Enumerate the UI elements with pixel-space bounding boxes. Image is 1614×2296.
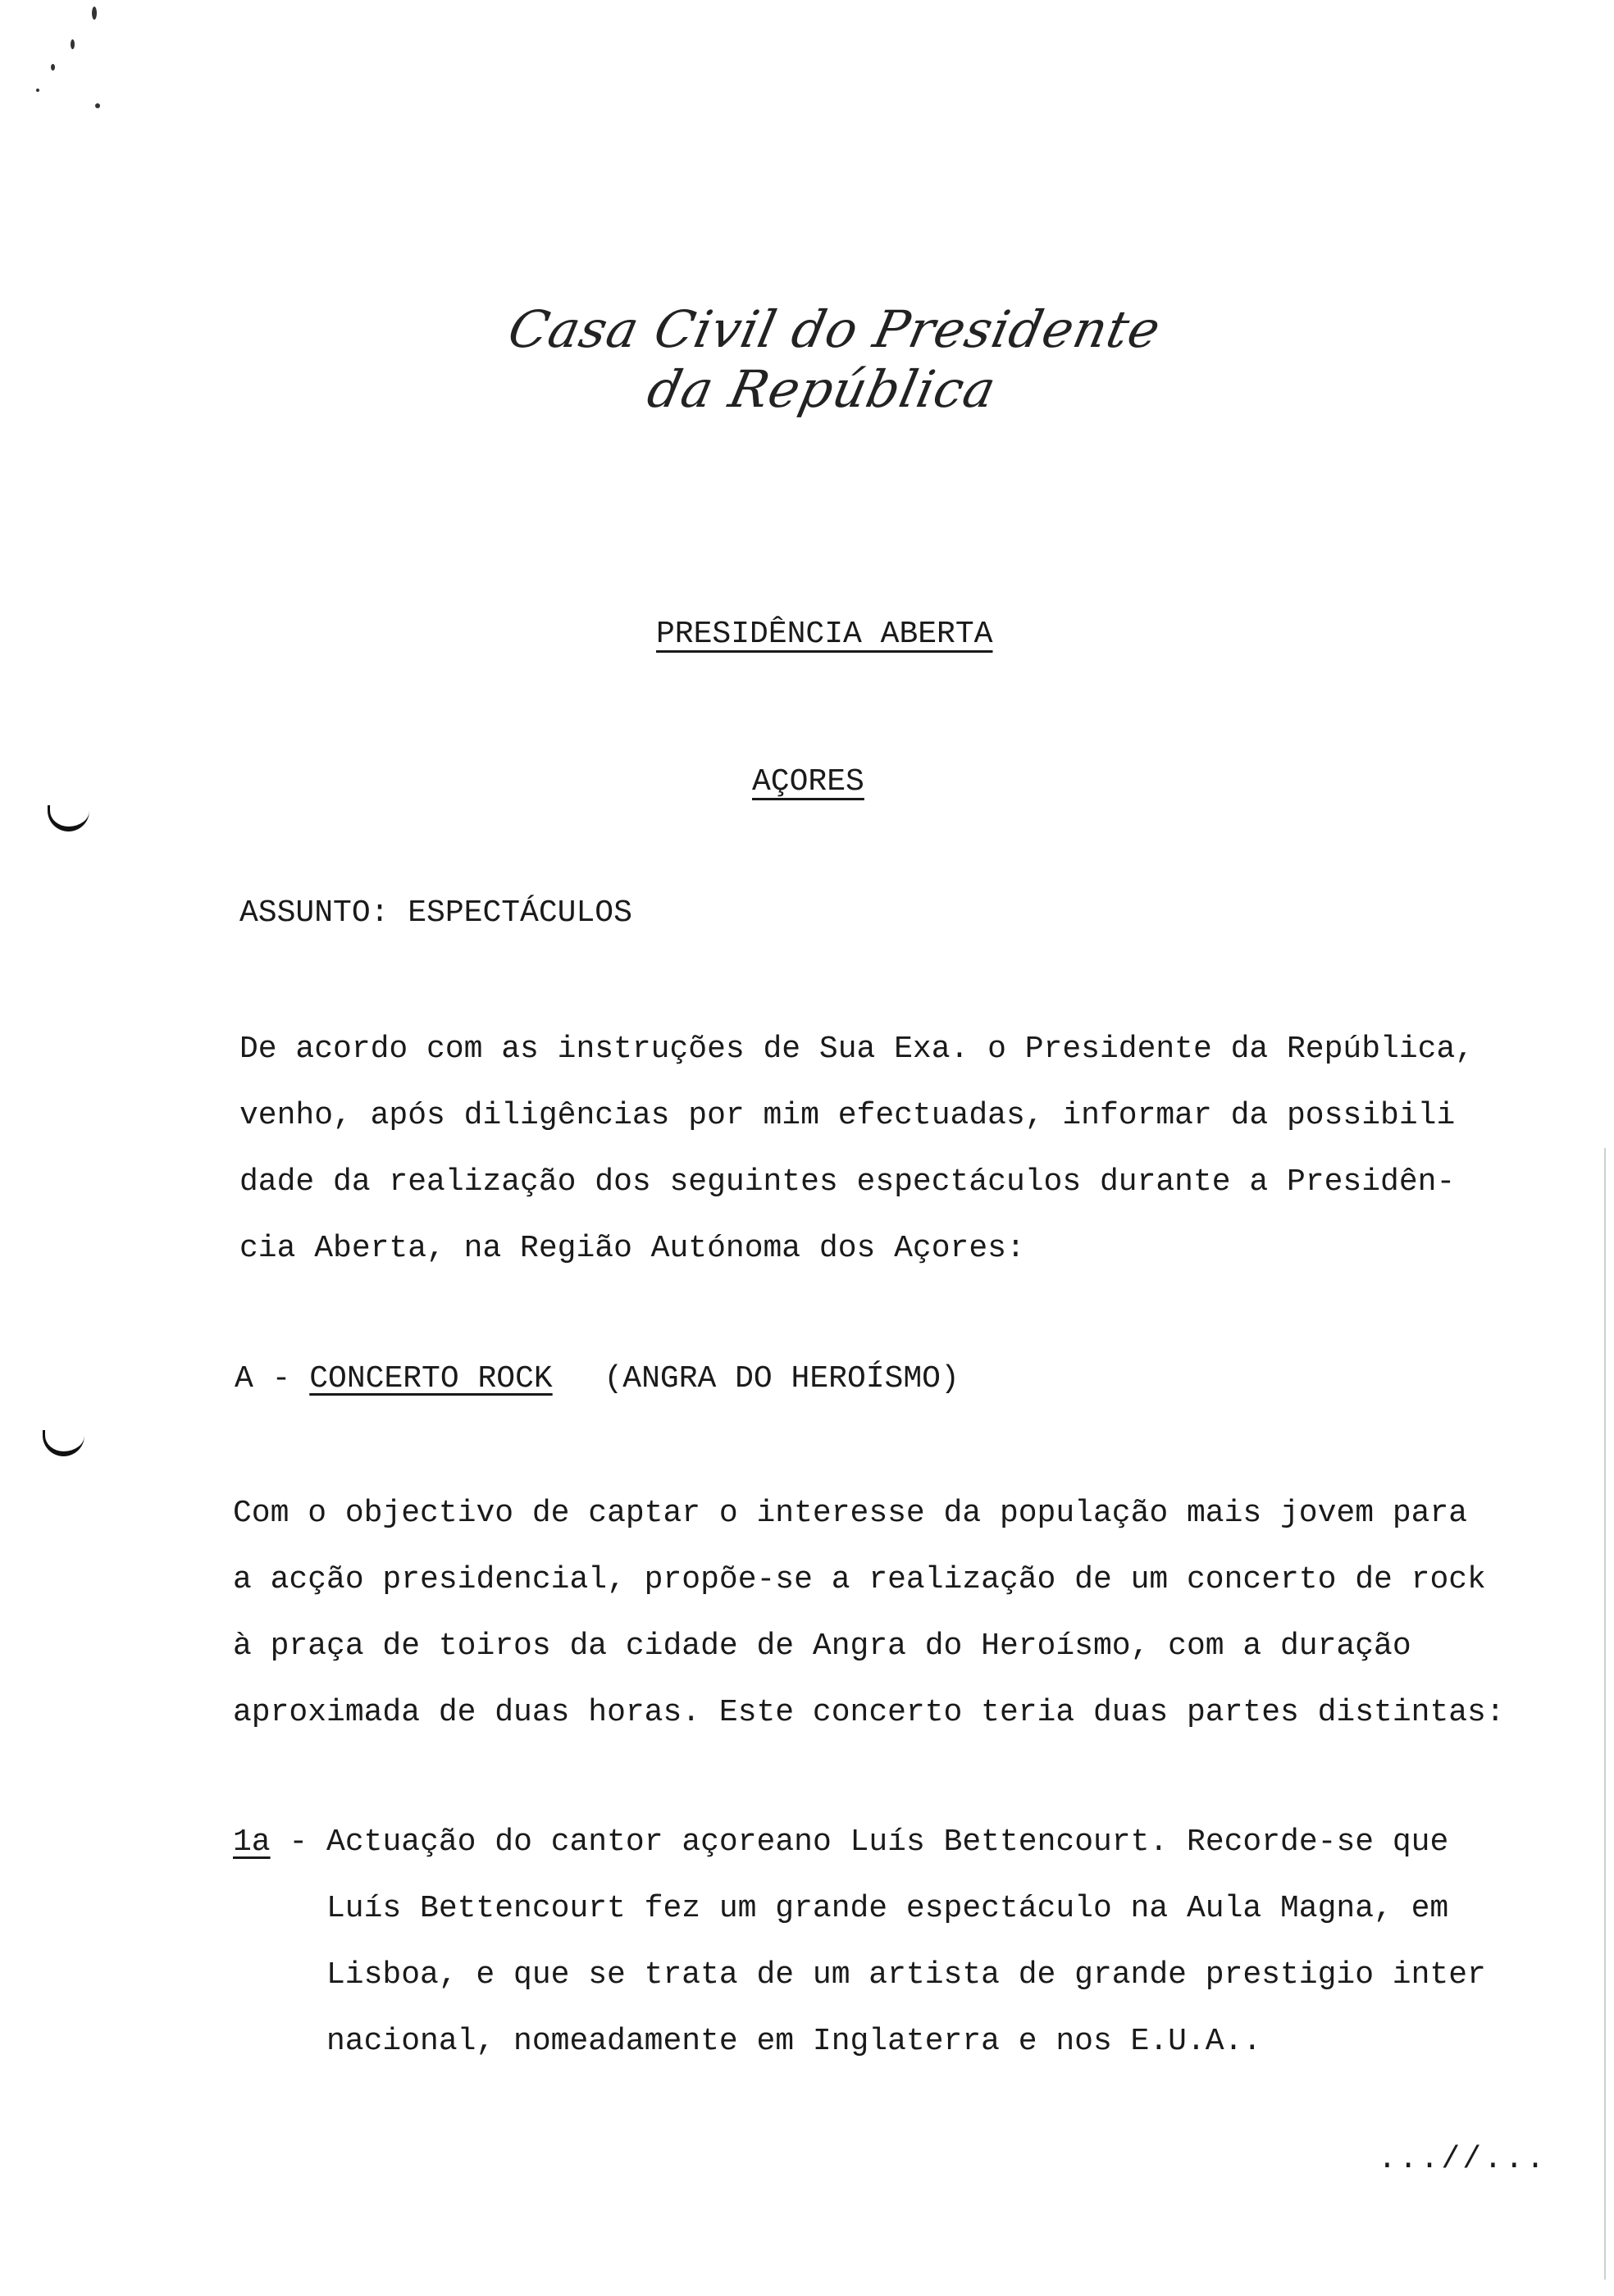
scan-speck	[92, 7, 97, 20]
item-1-text: Actuação do cantor açoreano Luís Bettencourt. Recorde-se que	[326, 1824, 1449, 1860]
section-a-location: (ANGRA DO HEROÍSMO)	[604, 1361, 960, 1396]
intro-line: cia Aberta, na Região Autónoma dos Açores:	[239, 1231, 1025, 1266]
item-1-line: Luís Bettencourt fez um grande espectáculo na Aula Magna, em	[326, 1891, 1449, 1926]
item-1-first-line	[233, 1809, 1448, 1875]
scan-speck	[51, 64, 55, 71]
document-subtitle: AÇORES	[752, 764, 864, 800]
continuation-mark: ...//...	[1378, 2142, 1548, 2177]
punch-hole-mark-bottom	[43, 1430, 84, 1456]
scan-edge-line	[1604, 1148, 1606, 2280]
subject-line: ASSUNTO: ESPECTÁCULOS	[239, 895, 632, 931]
section-a-paragraph	[233, 1480, 1505, 1746]
item-1-dash: -	[289, 1824, 308, 1860]
intro-line: venho, após diligências por mim efectuadas, informar da possibili	[239, 1098, 1456, 1133]
letterhead: Casa Civil do Presidente da República	[503, 299, 1166, 419]
intro-line: dade da realização dos seguintes espectáculos durante a Presidên-	[239, 1164, 1456, 1200]
section-a-heading	[235, 1361, 960, 1396]
item-1-line: Lisboa, e que se trata de um artista de grande prestigio inter	[326, 1957, 1486, 1993]
item-1-line: nacional, nomeadamente em Inglaterra e nos E.U.A..	[326, 2024, 1262, 2059]
intro-line: De acordo com as instruções de Sua Exa. o Presidente da República,	[239, 1032, 1475, 1067]
scan-speck	[95, 103, 100, 108]
section-a-line: à praça de toiros da cidade de Angra do Heroísmo, com a duração	[233, 1629, 1411, 1664]
section-a-line: a acção presidencial, propõe-se a realização de um concerto de rock	[233, 1562, 1486, 1597]
section-a-title: CONCERTO ROCK	[309, 1361, 553, 1396]
scan-speck	[36, 89, 39, 92]
item-1-paragraph	[326, 1875, 1486, 2075]
section-a-line: Com o objectivo de captar o interesse da população mais jovem para	[233, 1496, 1468, 1531]
punch-hole-mark-top	[48, 805, 89, 831]
section-a-prefix: A -	[235, 1361, 291, 1396]
document-title: PRESIDÊNCIA ABERTA	[656, 617, 993, 652]
intro-paragraph	[239, 1016, 1474, 1282]
item-1-number: 1a	[233, 1824, 271, 1860]
scan-speck	[71, 39, 75, 49]
section-a-line: aproximada de duas horas. Este concerto teria duas partes distintas:	[233, 1695, 1505, 1730]
